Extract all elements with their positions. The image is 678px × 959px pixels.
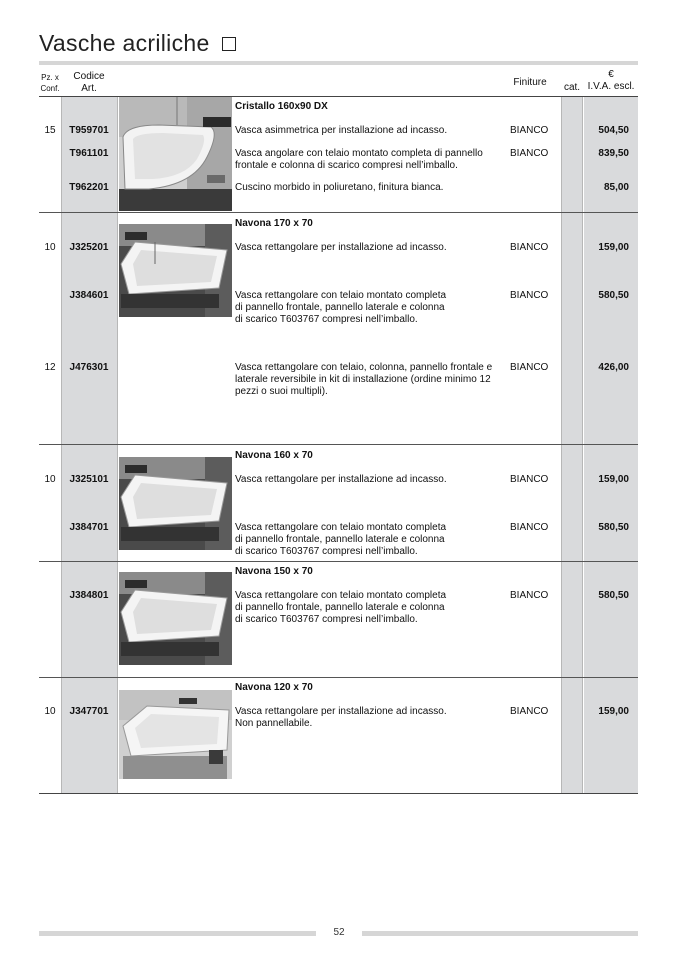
price: 839,50 (598, 148, 629, 159)
rectangular-bathtub-photo (119, 224, 232, 317)
rectangular-bathtub-photo (119, 457, 232, 550)
page-number: 52 (333, 927, 345, 938)
qty: 15 (44, 125, 56, 136)
finish: BIANCO (510, 290, 549, 301)
header-finish: Finiture (513, 77, 547, 88)
finish: BIANCO (510, 148, 549, 159)
price: 580,50 (598, 522, 629, 533)
description: Vasca rettangolare per installazione ad incasso. (235, 474, 447, 485)
page-title (39, 30, 236, 57)
column-divider (582, 97, 583, 794)
article-code: J384801 (69, 590, 109, 601)
qty: 10 (44, 242, 56, 253)
qty: 12 (44, 362, 56, 373)
product-title: Navona 160 x 70 (235, 450, 313, 461)
article-code: T961101 (69, 148, 109, 159)
qty: 10 (44, 474, 56, 485)
article-code: J325101 (69, 474, 109, 485)
corner-bathtub-photo (119, 97, 232, 211)
price: 85,00 (603, 182, 629, 193)
checkbox-square-icon (222, 37, 236, 51)
qty: 10 (44, 706, 56, 717)
cat-column-band (561, 97, 582, 794)
finish: BIANCO (510, 125, 549, 136)
description: Vasca rettangolare per installazione ad incasso. (235, 242, 447, 253)
product-title: Navona 170 x 70 (235, 218, 313, 229)
footer-bar-right (362, 931, 638, 936)
rectangular-bathtub-photo (119, 572, 232, 665)
small-bathtub-photo (119, 690, 232, 779)
column-divider (61, 97, 62, 794)
description: Vasca rettangolare per installazione ad incasso. Non pannellabile. (235, 706, 447, 729)
header-qty: Pz. x Conf. (40, 73, 60, 93)
title-rule (39, 61, 638, 65)
section-divider (39, 444, 638, 445)
finish: BIANCO (510, 242, 549, 253)
description: Vasca angolare con telaio montato completa di pannello frontale e colonna di scarico compresi nell’imballo. (235, 148, 483, 171)
finish: BIANCO (510, 474, 549, 485)
article-code: J476301 (69, 362, 109, 373)
header-price: € I.V.A. escl. (587, 69, 635, 92)
table-bottom-line (39, 793, 638, 794)
description: Vasca asimmetrica per installazione ad incasso. (235, 125, 448, 136)
section-divider (39, 212, 638, 213)
finish: BIANCO (510, 522, 549, 533)
section-divider (39, 677, 638, 678)
price: 159,00 (598, 474, 629, 485)
article-code: J384601 (69, 290, 109, 301)
price: 504,50 (598, 125, 629, 136)
product-title: Navona 150 x 70 (235, 566, 313, 577)
table-header (39, 66, 638, 96)
description: Vasca rettangolare con telaio montato completa di pannello frontale, pannello laterale e colonna di scarico T603767 compresi nell’imballo. (235, 290, 447, 325)
article-code: J325201 (69, 242, 109, 253)
column-divider (561, 97, 562, 794)
column-divider (117, 97, 118, 794)
price: 426,00 (598, 362, 629, 373)
description: Cuscino morbido in poliuretano, finitura bianca. (235, 182, 444, 193)
price-column-band (584, 97, 638, 794)
article-code: T959701 (69, 125, 109, 136)
section-divider (39, 561, 638, 562)
price: 580,50 (598, 590, 629, 601)
finish: BIANCO (510, 706, 549, 717)
finish: BIANCO (510, 362, 549, 373)
price: 159,00 (598, 242, 629, 253)
header-cat: cat. (563, 82, 581, 93)
article-code: J384701 (69, 522, 109, 533)
article-code: T962201 (69, 182, 109, 193)
description: Vasca rettangolare con telaio montato completa di pannello frontale, pannello laterale e colonna di scarico T603767 compresi nell’imballo. (235, 522, 447, 557)
price: 580,50 (598, 290, 629, 301)
product-title: Cristallo 160x90 DX (235, 101, 328, 112)
price: 159,00 (598, 706, 629, 717)
footer-bar-left (39, 931, 316, 936)
description: Vasca rettangolare con telaio, colonna, pannello frontale e laterale reversibile in kit di installazione (ordine minimo 12 pezzi o suoi multipli). (235, 362, 493, 397)
code-column-band (61, 97, 117, 794)
article-code: J347701 (69, 706, 109, 717)
header-code: Codice Art. (73, 71, 105, 94)
page-title-text: Vasche acriliche (39, 30, 210, 56)
finish: BIANCO (510, 590, 549, 601)
product-title: Navona 120 x 70 (235, 682, 313, 693)
description: Vasca rettangolare con telaio montato completa di pannello frontale, pannello laterale e colonna di scarico T603767 compresi nell’imballo. (235, 590, 447, 625)
